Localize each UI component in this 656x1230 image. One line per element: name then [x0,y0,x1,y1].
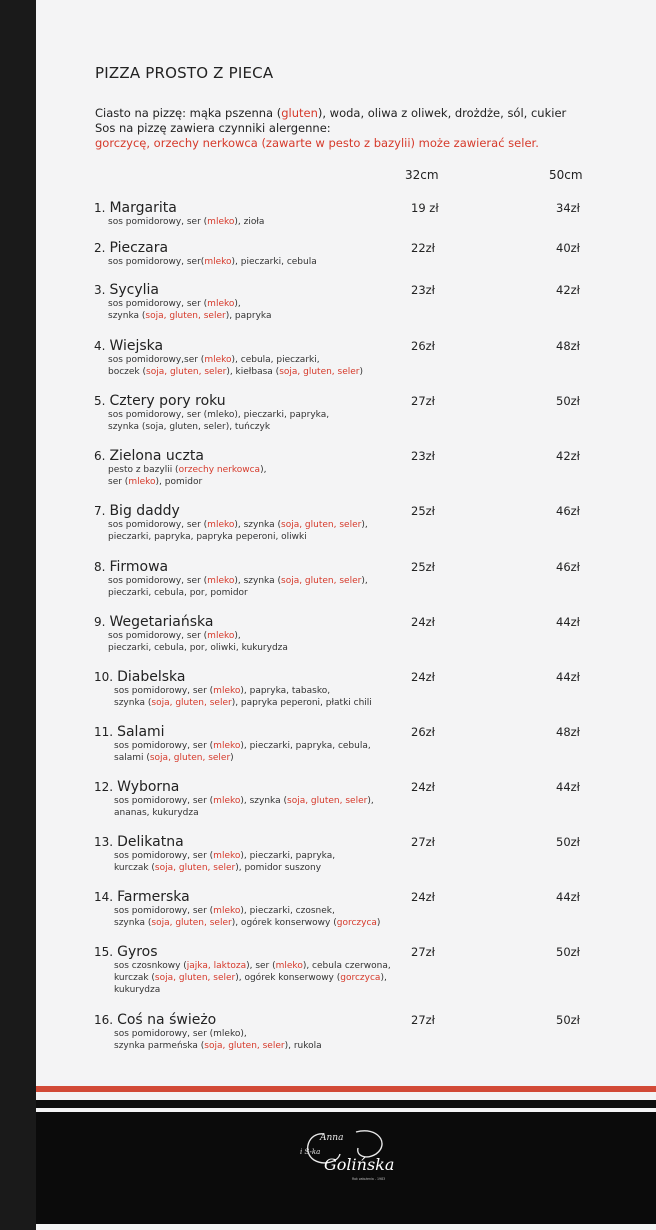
ingredient-text: szynka ( [114,698,152,708]
ingredient-text: ), [234,299,241,309]
ingredient-text: szynka parmeńska ( [114,1041,205,1051]
menu-item [94,834,614,874]
pizza-name [94,338,614,354]
allergen: gorczyca [340,973,381,983]
logo-tagline: Rok założenia - 1983 [352,1177,386,1181]
dough-allergen: gluten [281,106,318,120]
ingredients-line [108,298,614,310]
price-32cm: 24zł [411,670,435,684]
ingredients-line [114,740,614,752]
ingredients-line [114,795,614,807]
ingredient-text: kurczak ( [114,973,155,983]
pizza-title: Wiejska [109,338,164,354]
pizza-name [94,669,614,685]
menu-item [94,1012,614,1052]
item-number: 13. [94,835,114,849]
ingredients-line [108,256,614,268]
ingredient-text: ), papryka [225,311,272,321]
ingredient-text: pieczarki, papryka, papryka peperoni, oliwki [108,532,307,542]
ingredient-text: ), [260,465,267,475]
ingredient-text: ), pieczarki, papryka, cebula, [240,741,371,751]
pizza-name [94,282,614,298]
price-32cm: 19 zł [411,201,439,215]
price-50cm: 48zł [556,339,580,353]
allergen: gorczyca [336,918,377,928]
allergen: mleko [207,217,235,227]
item-number: 12. [94,780,114,794]
pizza-title: Margarita [109,200,177,216]
ingredient-text: pesto z bazylii ( [108,465,179,475]
price-32cm: 27zł [411,945,435,959]
pizza-name [94,834,614,850]
pizza-name [94,779,614,795]
allergen: soja, gluten, seler [149,753,231,763]
allergen: mleko [213,851,241,861]
pizza-title: Zielona uczta [109,448,204,464]
ingredient-text: ), [367,796,374,806]
menu-item [94,240,614,268]
allergen: mleko [207,631,235,641]
ingredient-text: pieczarki, cebula, por, oliwki, kukurydza [108,643,288,653]
ingredient-text: sos pomidorowy, ser ( [114,906,214,916]
price-32cm: 22zł [411,241,435,255]
menu-item [94,282,614,322]
pizza-name [94,944,614,960]
ingredients-line [108,366,614,378]
ingredient-text: szynka (soja, gluten, seler), tuńczyk [108,422,271,432]
allergen: mleko [213,686,241,696]
ingredients-line [108,409,614,421]
ingredient-text: boczek ( [108,367,147,377]
menu-item [94,724,614,764]
allergen: mleko [207,299,235,309]
ingredients-line [114,905,614,917]
pizza-name [94,724,614,740]
price-32cm: 23zł [411,283,435,297]
divider-red [36,1086,656,1092]
price-32cm: 25zł [411,560,435,574]
pizza-title: Delikatna [117,834,184,850]
price-50cm: 34zł [556,201,580,215]
pizza-title: Big daddy [109,503,180,519]
ingredient-text: ), papryka peperoni, płatki chili [231,698,372,708]
ingredients-line [108,575,614,587]
allergen: soja, gluten, seler [146,367,227,377]
ingredient-text: ), [380,973,387,983]
pizza-name [94,889,614,905]
ingredient-text: ), [361,520,368,530]
item-number: 16. [94,1013,114,1027]
price-50cm: 50zł [556,835,580,849]
menu-item [94,338,614,378]
ingredient-text: ), ogórek konserwowy ( [235,973,341,983]
pizza-name [94,1012,614,1028]
ingredient-text: ananas, kukurydza [114,808,199,818]
pizza-title: Wyborna [117,779,180,795]
ingredient-text: ), pieczarki, papryka, [240,851,336,861]
allergen: soja, gluten, seler [151,698,232,708]
allergen: soja, gluten, seler [281,576,362,586]
price-32cm: 24zł [411,615,435,629]
ingredients-line [114,697,614,709]
pizza-title: Diabelska [117,669,186,685]
ingredients-line [108,421,614,433]
ingredients-line [108,476,614,488]
price-50cm: 50zł [556,394,580,408]
ingredients-line [114,685,614,697]
item-number: 1. [94,201,106,215]
ingredients-line [108,310,614,322]
ingredient-text: sos pomidorowy,ser ( [108,355,205,365]
ingredients-line [114,917,614,929]
ingredients-line [114,850,614,862]
golinska-logo [294,1124,406,1186]
item-number: 10. [94,670,114,684]
price-32cm: 26zł [411,725,435,739]
ingredient-text: ), szynka ( [240,796,287,806]
ingredient-text: ), cebula, pieczarki, [231,355,320,365]
ingredient-text: sos pomidorowy, ser ( [108,299,208,309]
pizza-title: Sycylia [109,282,159,298]
pizza-title: Cztery pory roku [109,393,226,409]
ingredients-line [108,354,614,366]
pizza-title: Firmowa [109,559,169,575]
ingredient-text: ), ser ( [246,961,276,971]
ingredients-line [108,642,614,654]
ingredient-text: sos czosnkowy ( [114,961,187,971]
menu-item [94,614,614,654]
ingredient-text: sos pomidorowy, ser ( [108,520,208,530]
ingredient-text: pieczarki, cebula, por, pomidor [108,588,248,598]
price-50cm: 42zł [556,449,580,463]
ingredient-text: sos pomidorowy, ser ( [114,796,214,806]
ingredients-line [108,216,614,228]
price-32cm: 25zł [411,504,435,518]
item-number: 15. [94,945,114,959]
price-50cm: 46zł [556,504,580,518]
price-32cm: 24zł [411,780,435,794]
ingredients-line [114,972,614,984]
pizza-title: Gyros [117,944,158,960]
logo-brand: Golińska [324,1155,395,1174]
pizza-name [94,448,614,464]
item-number: 6. [94,449,106,463]
dough-text-end: ), woda, oliwa z oliwek, drożdże, sól, cukier [317,106,567,120]
menu-item [94,669,614,709]
price-50cm: 44zł [556,780,580,794]
ingredient-text: ser ( [108,477,129,487]
ingredient-text: sos pomidorowy, ser( [108,257,205,267]
pizza-title: Salami [117,724,165,740]
pizza-name [94,200,614,216]
allergen: soja, gluten, seler [154,973,236,983]
allergen: mleko [204,257,232,267]
price-32cm: 27zł [411,835,435,849]
allergen: soja, gluten, seler [287,796,368,806]
menu-item [94,448,614,488]
ingredients-line [108,587,614,599]
item-number: 7. [94,504,106,518]
ingredient-text: ), [234,631,241,641]
pizza-name [94,614,614,630]
ingredient-text: ), pieczarki, czosnek, [240,906,335,916]
price-50cm: 50zł [556,945,580,959]
pizza-title: Pieczara [109,240,169,256]
ingredient-text: sos pomidorowy, ser ( [114,851,214,861]
ingredients-line [114,1028,614,1040]
item-number: 9. [94,615,106,629]
price-32cm: 27zł [411,394,435,408]
item-number: 14. [94,890,114,904]
ingredients-line [108,531,614,543]
menu-item [94,200,614,228]
ingredient-text: ), pomidor [155,477,203,487]
ingredient-text: ), pieczarki, cebula [231,257,317,267]
ingredients-line [114,1040,614,1052]
ingredient-text: ), rukola [284,1041,322,1051]
ingredient-text: ), [361,576,368,586]
item-number: 2. [94,241,106,255]
ingredient-text: szynka ( [108,311,146,321]
dough-text: Ciasto na pizzę: mąka pszenna ( [95,106,282,120]
allergen: mleko [207,576,235,586]
divider-black [36,1100,656,1108]
ingredients-line [108,630,614,642]
pizza-name [94,240,614,256]
sauce-allergens: gorczycę, orzechy nerkowca (zawarte w pesto z bazylii) może zawierać seler. [95,136,539,150]
ingredient-text: ), zioła [234,217,265,227]
ingredient-text: sos pomidorowy, ser ( [114,686,214,696]
price-50cm: 46zł [556,560,580,574]
allergen: mleko [204,355,232,365]
allergen: mleko [213,906,241,916]
price-50cm: 48zł [556,725,580,739]
price-50cm: 40zł [556,241,580,255]
allergen: soja, gluten, seler [281,520,362,530]
logo-line2: i S-ka [300,1148,321,1156]
ingredient-text: ) [230,753,234,763]
allergen: orzechy nerkowca [178,465,261,475]
ingredients-line [114,752,614,764]
item-number: 5. [94,394,106,408]
allergen: soja, gluten, seler [151,918,232,928]
menu-item [94,559,614,599]
allergen: mleko [128,477,156,487]
menu-item [94,503,614,543]
size-header-50: 50cm [549,168,583,182]
price-50cm: 50zł [556,1013,580,1027]
allergen: soja, gluten, seler [279,367,360,377]
allergen: soja, gluten, seler [154,863,236,873]
ingredient-text: szynka ( [114,918,152,928]
item-number: 8. [94,560,106,574]
ingredient-text: ), ogórek konserwowy ( [231,918,337,928]
item-number: 4. [94,339,106,353]
price-50cm: 44zł [556,615,580,629]
dough-info [95,106,566,120]
ingredient-text: ), papryka, tabasko, [240,686,331,696]
price-32cm: 24zł [411,890,435,904]
price-32cm: 27zł [411,1013,435,1027]
menu-page [36,0,656,1230]
page-title: PIZZA PROSTO Z PIECA [95,64,274,82]
sauce-info: Sos na pizzę zawiera czynniki alergenne: [95,121,331,135]
pizza-name [94,503,614,519]
ingredient-text: ), cebula czerwona, [302,961,391,971]
ingredient-text: ), pomidor suszony [235,863,322,873]
allergen: mleko [213,796,241,806]
ingredients-line [114,807,614,819]
menu-item [94,393,614,433]
item-number: 3. [94,283,106,297]
allergen: soja, gluten, seler [145,311,226,321]
pizza-title: Wegetariańska [109,614,214,630]
ingredient-text: sos pomidorowy, ser (mleko), [114,1029,247,1039]
item-number: 11. [94,725,114,739]
ingredients-line [114,984,614,996]
pizza-name [94,393,614,409]
pizza-title: Coś na świeżo [117,1012,217,1028]
price-50cm: 44zł [556,670,580,684]
logo-line1: Anna [320,1133,344,1143]
allergen: soja, gluten, seler [204,1041,285,1051]
ingredient-text: sos pomidorowy, ser ( [114,741,214,751]
ingredient-text: kukurydza [114,985,161,995]
ingredient-text: kurczak ( [114,863,155,873]
menu-item [94,944,614,996]
ingredient-text: ), szynka ( [234,576,281,586]
menu-item [94,779,614,819]
price-32cm: 26zł [411,339,435,353]
ingredient-text: sos pomidorowy, ser ( [108,576,208,586]
ingredients-line [114,960,614,972]
allergen: jajka, laktoza [186,961,247,971]
ingredients-line [108,464,614,476]
ingredient-text: sos pomidorowy, ser ( [108,217,208,227]
ingredients-line [108,519,614,531]
ingredient-text: ), szynka ( [234,520,281,530]
pizza-title: Farmerska [117,889,190,905]
ingredients-line [114,862,614,874]
size-header-32: 32cm [405,168,439,182]
allergen: mleko [207,520,235,530]
ingredient-text: ) [376,918,381,928]
ingredient-text: sos pomidorowy, ser (mleko), pieczarki, papryka, [108,410,330,420]
allergen: mleko [275,961,303,971]
ingredient-text: ) [359,367,364,377]
price-50cm: 42zł [556,283,580,297]
ingredient-text: salami ( [114,753,150,763]
ingredient-text: sos pomidorowy, ser ( [108,631,208,641]
pizza-name [94,559,614,575]
menu-item [94,889,614,929]
price-32cm: 23zł [411,449,435,463]
ingredient-text: ), kiełbasa ( [226,367,280,377]
allergen: mleko [213,741,241,751]
price-50cm: 44zł [556,890,580,904]
